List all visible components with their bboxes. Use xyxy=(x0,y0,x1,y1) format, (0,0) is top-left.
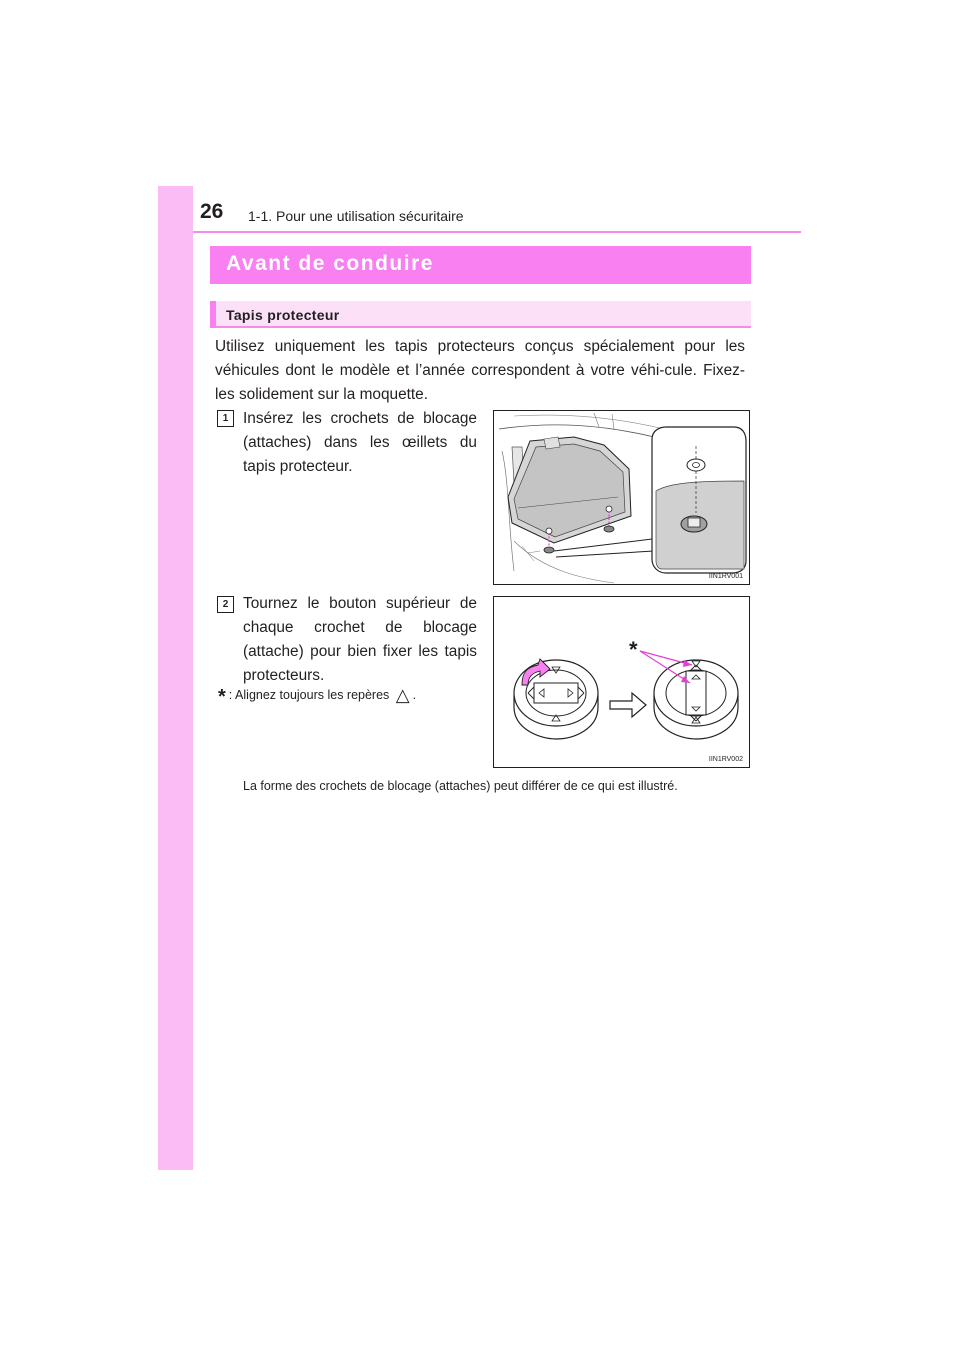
note-end: . xyxy=(412,688,417,702)
floor-mat-illustration xyxy=(494,411,750,585)
page-number: 26 xyxy=(200,200,224,223)
figure-asterisk: * xyxy=(629,637,638,662)
note-asterisk: * xyxy=(218,686,226,708)
figure-code: IIN1RV002 xyxy=(708,756,743,763)
figure-caption: La forme des crochets de blocage (attaches) peut différer de ce qui est illustré. xyxy=(243,779,678,793)
section-title-band xyxy=(210,246,751,284)
header-rule xyxy=(193,231,801,233)
subsection-header xyxy=(210,301,751,328)
subsection-accent xyxy=(210,301,216,328)
figure-code: IIN1RV001 xyxy=(708,573,743,580)
step-1-text: Insérez les crochets de blocage (attaches) dans les œillets du tapis protecteur. xyxy=(243,410,477,475)
alignment-note xyxy=(218,685,416,709)
section-title: Avant de conduire xyxy=(226,252,434,275)
figure-knob-rotation xyxy=(493,596,750,768)
subsection-title: Tapis protecteur xyxy=(226,307,340,323)
figure-floor-mat xyxy=(493,410,750,585)
chapter-title: 1-1. Pour une utilisation sécuritaire xyxy=(248,208,464,224)
intro-paragraph: Utilisez uniquement les tapis protecteurs conçus spécialement pour les véhicules dont le modèle et l’année correspondent à votre véhi-cule. Fixez-les solidement sur la moquette. xyxy=(215,338,745,403)
note-text: : Alignez toujours les repères xyxy=(228,688,390,702)
side-color-bar xyxy=(158,186,193,1170)
step-1-number: 1 xyxy=(217,410,234,427)
triangle-mark-icon: △ xyxy=(395,685,410,705)
step-2-number: 2 xyxy=(217,596,234,613)
step-2-text: Tournez le bouton supérieur de chaque crochet de blocage (attache) pour bien fixer les tapis protecteurs. xyxy=(243,595,477,684)
knob-rotation-illustration xyxy=(494,597,750,768)
